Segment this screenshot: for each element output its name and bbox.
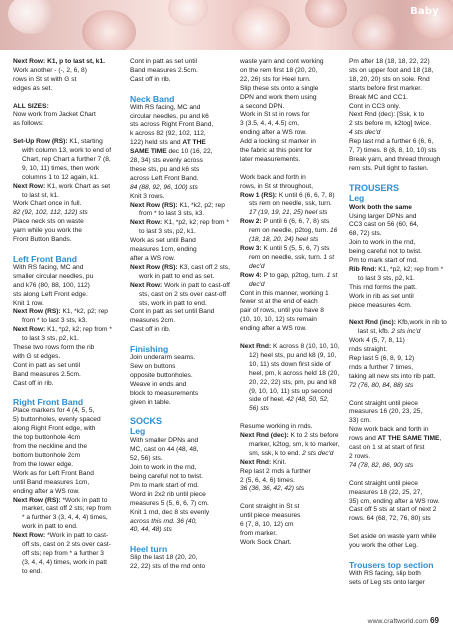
text-line: Work Chart once in full. (13, 200, 82, 208)
text-line: 22, 26) sts for Heel turn. (240, 75, 311, 83)
instruction-row (130, 219, 230, 237)
section-heading: Right Front Band (13, 397, 84, 408)
stitch-count: 4 sts dec'd (349, 129, 381, 137)
page-number: 69 (430, 616, 439, 625)
subsection-heading: Leg (130, 426, 146, 437)
text-line: rows in St st with G st (13, 75, 77, 83)
stitch-count: 2 sts inc'd (391, 328, 421, 336)
section-heading: Left Front Band (13, 253, 77, 264)
text-line: ending after a WS row. (240, 129, 307, 137)
stitch-count: 16 (18, 18, 20, 24) heel sts (249, 227, 338, 244)
text-line: Resume working in rnds. (240, 423, 313, 431)
text-line: k across 82 (92, 102, 112, (130, 130, 206, 138)
row-label: Row 2: (240, 218, 262, 226)
row-text: K until 6 (6, 6, 7, 8) sts rem on needle, ssk, turn. (249, 191, 335, 208)
text-line: Work 4 (5, 7, 8, 11) (349, 337, 405, 345)
instruction-row (349, 266, 449, 284)
text-line: 2 (5, 6, 4, 6) times. (240, 476, 295, 484)
row-text: Knit. (271, 458, 287, 466)
text-fragment: dec 10 (16, 22, (166, 148, 213, 156)
stitch-count: 1 st dec'd (249, 253, 335, 270)
text-line: later measurements. (240, 155, 301, 163)
text-line: measures 16 (20, 23, 25, (349, 408, 423, 416)
text-line: 3 (3.5, 4, 4, 4.5) cm, (240, 120, 300, 128)
text-line: This rnd forms the patt. (349, 283, 417, 291)
emphasis: AT THE (182, 139, 206, 147)
text-line: Cast off in rib. (130, 75, 171, 83)
page-header-banner (0, 0, 453, 50)
text-line: Join to work in the rnd, (349, 239, 416, 247)
row-label: Next Row (RS): (130, 263, 178, 271)
flower-decoration (352, 14, 396, 50)
text-line: measures 18 (22, 25, 27, (349, 488, 423, 496)
text-line: Work another - (-, 2, 6, 8) (13, 66, 87, 74)
row-label: Next Rnd: (240, 342, 272, 350)
page-footer (368, 616, 439, 625)
section-label: Baby (410, 6, 439, 17)
text-line: circular needles, pu and k6 (130, 112, 209, 120)
text-line: the top buttonhole 4cm (13, 434, 81, 442)
text-line: you work the other Leg. (349, 542, 418, 550)
text-line: Next Rnd (dec): [Ssk, k to (349, 111, 425, 119)
text-line: sts along Left Front edge. (13, 290, 88, 298)
row-label: Rib Rnd: (349, 266, 377, 274)
subsection-heading: Leg (349, 192, 365, 203)
text-line: 52, 56) sts. (130, 455, 163, 463)
instruction-row (13, 138, 113, 183)
row-text: P until 6 (6, 6, 7, 8) sts rem on needle, p2tog, turn. (249, 218, 331, 235)
row-text: K1, *p2, k2; rep from * to last 3 sts, p2, k1. (358, 266, 444, 282)
text-line: Pm to mark start of rnd. (349, 257, 418, 265)
text-line: Cast off in rib. (130, 326, 171, 334)
text-line: ending after a WS row. (240, 325, 307, 333)
row-text: Kfb,work in rib to last st, kfb. (358, 319, 447, 336)
text-line: these sts, pu and k6 sts (130, 165, 200, 173)
instruction-row (13, 183, 113, 201)
text-line: pair of rows, until you have 8 (240, 307, 324, 315)
section-heading: Finishing (130, 344, 169, 355)
row-label: Next Row: (13, 532, 46, 540)
text-line: from marker. (240, 529, 278, 537)
text-line: 2 sts before m, k2tog] twice. (349, 120, 432, 128)
instruction-row (13, 532, 113, 577)
text-line: 7, 7) times. 8 (8, 8, 10, 10) sts (349, 147, 437, 155)
text-line: Knit 1 rnd, dec 8 sts evenly (130, 508, 210, 516)
text-line: and k76 (80, 88, 100, 112) (13, 281, 90, 289)
section-heading: Trousers top section (349, 559, 434, 570)
text-line: along Right Front edge, with (13, 425, 96, 433)
text-line: Band measures 2.5cm. (13, 370, 81, 378)
row-label: Next Row: (130, 219, 163, 227)
text-line: after a WS row. (130, 255, 176, 263)
text-line: Rep last rnd a further 6 (6, 6, (349, 138, 434, 146)
instruction-row (13, 308, 113, 326)
text-line: cast on 1 st at start of first (349, 444, 425, 452)
text-line: Word in 2x2 rib until piece (130, 490, 206, 498)
text-line: ending after a WS row. (13, 487, 80, 495)
text-line: piece measures 4cm. (349, 301, 412, 309)
row-text: K1, work Chart as set to last st, k1. (22, 182, 111, 199)
text-line: Knit 1 row. (13, 299, 44, 307)
instruction: Next Row: K1, p to last st, k1. (13, 58, 105, 65)
text-line: Cont in this manner, working 1 (240, 289, 329, 297)
stitch-count: 40, 44, 48) sts (130, 526, 172, 534)
text-line: Cont straight in St st (240, 503, 300, 511)
text-line: Using larger DPNs and (349, 212, 417, 220)
text-line: from the lower edge. (13, 460, 74, 468)
text-line: rnds a further 7 times, (349, 363, 414, 371)
text-line: These two rows form the rib (13, 344, 95, 352)
instruction-row (240, 459, 340, 468)
text-line: Place markers for 4 (4, 5, 5, (13, 407, 95, 415)
text-line: Cont straight until piece (349, 399, 418, 407)
text-line: measures 5 (5, 6, 6, 7) cm. (130, 499, 209, 507)
text-line: Break yarn, and thread through (349, 155, 441, 163)
flower-decoration (8, 0, 54, 34)
row-text: K1, starting with column 13, work to end of Chart, rep Chart a further 7 (8, 9, 10, 11) times, then work columns 1 to 12 again, k1. (22, 138, 112, 181)
text-line: the fabric at this point for (240, 147, 313, 155)
text-line: With smaller DPNs and (130, 437, 199, 445)
text-line: with G st edges. (13, 352, 61, 360)
text-line: 22, 22) sts of the rnd onto (130, 563, 206, 571)
text-line: starts before first marker. (349, 84, 422, 92)
instruction-row (130, 264, 230, 282)
text-line: opposite buttonholes. (130, 371, 193, 379)
text-line: sets of Leg sts onto larger (349, 578, 425, 586)
row-label: Set-Up Row (RS): (13, 138, 68, 146)
text-line: Now work from Jacket Chart (13, 111, 96, 119)
text-line: Cont in CC3 only. (349, 102, 401, 110)
text-line: measures 2cm. (130, 317, 176, 325)
column-3 (240, 58, 340, 548)
row-label: Next Row (RS): (130, 201, 178, 209)
text-line: Pm to mark start of rnd. (130, 481, 199, 489)
text-line: rows. 64 (68, 72, 76, 80) sts (349, 515, 431, 523)
text-line: 33) cm. (349, 417, 371, 425)
text-line: Work as for Left Front Band (13, 469, 94, 477)
text-line: until Band measures 1cm, (13, 478, 90, 486)
stitch-count: 42 (48, 50, 52, 56) sts (249, 396, 329, 413)
section-heading: Neck Band (130, 93, 175, 104)
column-2 (130, 58, 230, 572)
text-line: Now work back and forth in (349, 426, 429, 434)
instruction-row (240, 432, 340, 459)
instruction-row (240, 218, 340, 245)
flower-decoration (168, 0, 208, 26)
text-line: Join to work in the rnd, (130, 464, 197, 472)
text-line: Work Sock Chart. (240, 538, 292, 546)
text-line: rows, in St st throughout, (240, 182, 313, 190)
row-text: K1, *k2, p2; rep from * to last 3 sts, k3. (139, 201, 225, 218)
flower-decoration (82, 10, 136, 50)
text-line: Work in rib as set until (349, 292, 414, 300)
text-line: block to measurements (130, 389, 199, 397)
text-line: sts across Right Front Band, (130, 121, 214, 129)
flower-decoration (232, 6, 290, 50)
text-line: as follows: (13, 120, 44, 128)
row-label: Next Row: (13, 182, 46, 190)
column-4 (349, 58, 449, 588)
text-line: Cast off 5 sts at start of next 2 (349, 506, 437, 514)
text-line: Front Button Bands. (13, 236, 72, 244)
text-line: Cont in patt as set until Band (130, 308, 215, 316)
stitch-count: 36 (36, 36, 42, 42) sts (240, 485, 305, 493)
row-label: Next Row (RS): (13, 496, 61, 504)
text-line: 5) buttonholes, evenly spaced (13, 416, 101, 424)
row-text: *Work in patt to marker, cast off 2 sts; rep from * a further 3 (3, 4, 4, 4) times, work in patt to end. (22, 496, 111, 531)
text-line: edges as set. (13, 84, 53, 92)
row-text: *Work in patt to cast-off sts, cast on 2 sts over cast-off sts; rep from * a further 3 (3, 4, 4, 4) times, work in patt to end. (22, 532, 111, 575)
text-line: Sew on buttons (130, 362, 176, 370)
sizes-heading: ALL SIZES: (13, 102, 49, 110)
text-line: waste yarn and cont working (240, 58, 324, 65)
instruction-row (130, 282, 230, 309)
text-line: 18, 20, 20) sts on sole. Rnd (349, 75, 430, 83)
text-line: fewer st at the end of each (240, 298, 318, 306)
row-text: K3, cast off 2 sts, work in patt to end as set. (139, 263, 230, 280)
text-line: given in table. (130, 398, 171, 406)
text-line: 28, 34) sts evenly across (130, 157, 203, 165)
section-heading: SOCKS (130, 416, 163, 427)
text-line (349, 435, 449, 444)
text-line: bottom buttonhole 2cm (13, 452, 81, 459)
text-line: Break MC and CC1. (349, 93, 408, 101)
text-line: smaller circular needles, pu (13, 272, 94, 280)
text-line: Cont in patt as set until (13, 361, 81, 369)
text-line: Cast off in rib. (13, 379, 54, 387)
text-line: With RS facing, slip both (349, 569, 421, 577)
emphasis: SAME TIME (130, 148, 167, 156)
text-line: Knit 3 rows. (130, 192, 165, 200)
instruction-row (13, 497, 113, 533)
text-line: Add a locking st marker in (240, 138, 316, 146)
row-text: K to 2 sts before marker, k2tog, sm, k to marker, sm, ssk, k to end. (249, 432, 340, 457)
stitch-count: 2 sts dec'd (302, 449, 334, 457)
text-fragment: , (439, 435, 442, 443)
text-line: rem sts. Pull tight to fasten. (349, 164, 429, 172)
row-text: Work in patt to cast-off sts, cast on 2 sts over cast-off sts, work in patt to end. (139, 281, 230, 307)
text-line: 6 (7, 8, 10, 12) cm (240, 521, 294, 529)
text-line: 68, 72) sts. (349, 230, 382, 238)
text-line: being careful not to twist. (349, 248, 422, 256)
text-line: 35) cm, ending after a WS row. (349, 497, 440, 505)
text-line: a second DPN. (240, 102, 285, 110)
text-line (13, 58, 105, 65)
row-label: Row 4: (240, 271, 262, 279)
text-line: sts on upper foot and 18 (18, (349, 66, 434, 74)
text-line: Work back and forth in (240, 173, 306, 181)
text-line: Rep last 2 rnds a further (240, 467, 311, 475)
text-line (130, 139, 230, 148)
instruction-row (349, 319, 449, 337)
stitch-count: 17 (19, 19, 21, 25) heel sts (249, 209, 328, 217)
text-line: Band measures 2.5cm. (130, 66, 198, 74)
text-line: on the rem first 18 (20, 20, (240, 66, 318, 74)
row-label: Row 3: (240, 245, 262, 253)
text-line: Weave in ends and (130, 380, 187, 388)
text-line: Join underarm seams. (130, 354, 196, 362)
text-line: rnds straight. (349, 346, 388, 354)
row-text: K1, *k2, p2; rep from * to last 3 sts, k3. (22, 308, 108, 325)
text-line: MC, cast on 44 (48, 48, (130, 446, 199, 454)
text-line: Place neck sts on waste (13, 218, 84, 226)
text-line: CC3 cast on 56 (60, 64, (349, 221, 419, 229)
text-line: Slip these sts onto a single (240, 84, 319, 92)
instruction-row (240, 192, 340, 219)
row-label: Next Row: (130, 281, 163, 289)
instruction-row (13, 326, 113, 344)
text-line (130, 148, 230, 157)
row-label: Next Row (RS): (13, 308, 61, 316)
text-line: With RS facing, MC and (13, 263, 84, 271)
text-line: (10, 10, 10, 12) sts remain (240, 316, 317, 324)
text-line: Cont in patt as set until (130, 58, 198, 65)
stitch-count: 72 (76, 80, 84, 88) sts (349, 381, 414, 389)
text-line: Rep last 5 (6, 8, 9, 12) (349, 355, 415, 363)
text-line: yarn while you work the (13, 227, 82, 235)
flower-decoration (305, 0, 347, 28)
column-1 (13, 58, 113, 577)
row-text: K1, *p2, k2; rep from * to last 3 sts, p2, k1. (22, 326, 112, 343)
text-line: until piece measures (240, 512, 301, 520)
instruction-row (130, 202, 230, 220)
text-line: 2 rows. (349, 453, 371, 461)
note-heading: Work both the same (349, 203, 412, 211)
stitch-count: 74 (78, 82, 86, 90) sts (349, 461, 414, 469)
row-label: Next Row: (13, 326, 46, 334)
emphasis: AT THE SAME TIME (377, 435, 440, 443)
stitch-count: 84 (88, 92, 96, 100) sts (130, 183, 198, 191)
text-fragment: rows and (349, 435, 378, 443)
row-label: Next Rnd: (240, 458, 272, 466)
instruction-row (240, 272, 340, 290)
text-line: Cont straight until piece (349, 479, 418, 487)
text-line: Work as set until Band (130, 237, 196, 245)
text-line: measures 1cm, ending (130, 246, 197, 254)
text-line: across Left Front Band. (130, 174, 199, 182)
instruction-row (240, 245, 340, 272)
text-line: DPN and work them using (240, 93, 317, 101)
section-heading: TROUSERS (349, 182, 400, 193)
website-url: www.craftworld.com (367, 618, 429, 625)
stitch-count: 82 (92, 102, 112, 122) sts (13, 209, 88, 217)
text-line: Work in St st in rows for (240, 111, 310, 119)
text-line: Set aside on waste yarn while (349, 533, 437, 541)
text-line: Slip the last 18 (20, 20, (130, 554, 198, 562)
text-fragment: 122) held sts and (130, 139, 183, 147)
text-line: taking all new sts into rib patt. (349, 372, 436, 380)
instruction-row (240, 343, 340, 414)
row-label: Next Rnd (inc): (349, 319, 396, 327)
row-label: Next Rnd (dec): (240, 432, 289, 440)
text-line: being careful not to twist. (130, 473, 203, 481)
section-heading: Heel turn (130, 544, 168, 555)
row-text: K across 8 (10, 10, 10, 12) heel sts, pu and k8 (9, 10, 10, 11) sts down first side of heel, pm, k across held 18 (20, 20, 22, 22) sts, pm, pu and k8 (9, 10, 10, 11) sts up second side of heel. (249, 342, 340, 404)
row-text: K until 5 (5, 5, 6, 7) sts rem on needle, ssk, turn. (249, 245, 330, 261)
stitch-count: 1 st dec'd (249, 271, 338, 288)
row-label: Row 1 (RS): (240, 191, 277, 199)
text-line: With RS facing, MC and (130, 103, 201, 111)
stitch-count: across this rnd. 36 (40, (130, 517, 198, 525)
row-text: K1, *p2, k2; rep from * to last 3 sts, p2, k1. (139, 219, 229, 236)
text-line: from the neckline and the (13, 443, 88, 451)
row-text: P to gap, p2tog, turn. (261, 271, 327, 279)
text-line: Pm after 18 (18, 18, 22, 22) (349, 58, 430, 65)
